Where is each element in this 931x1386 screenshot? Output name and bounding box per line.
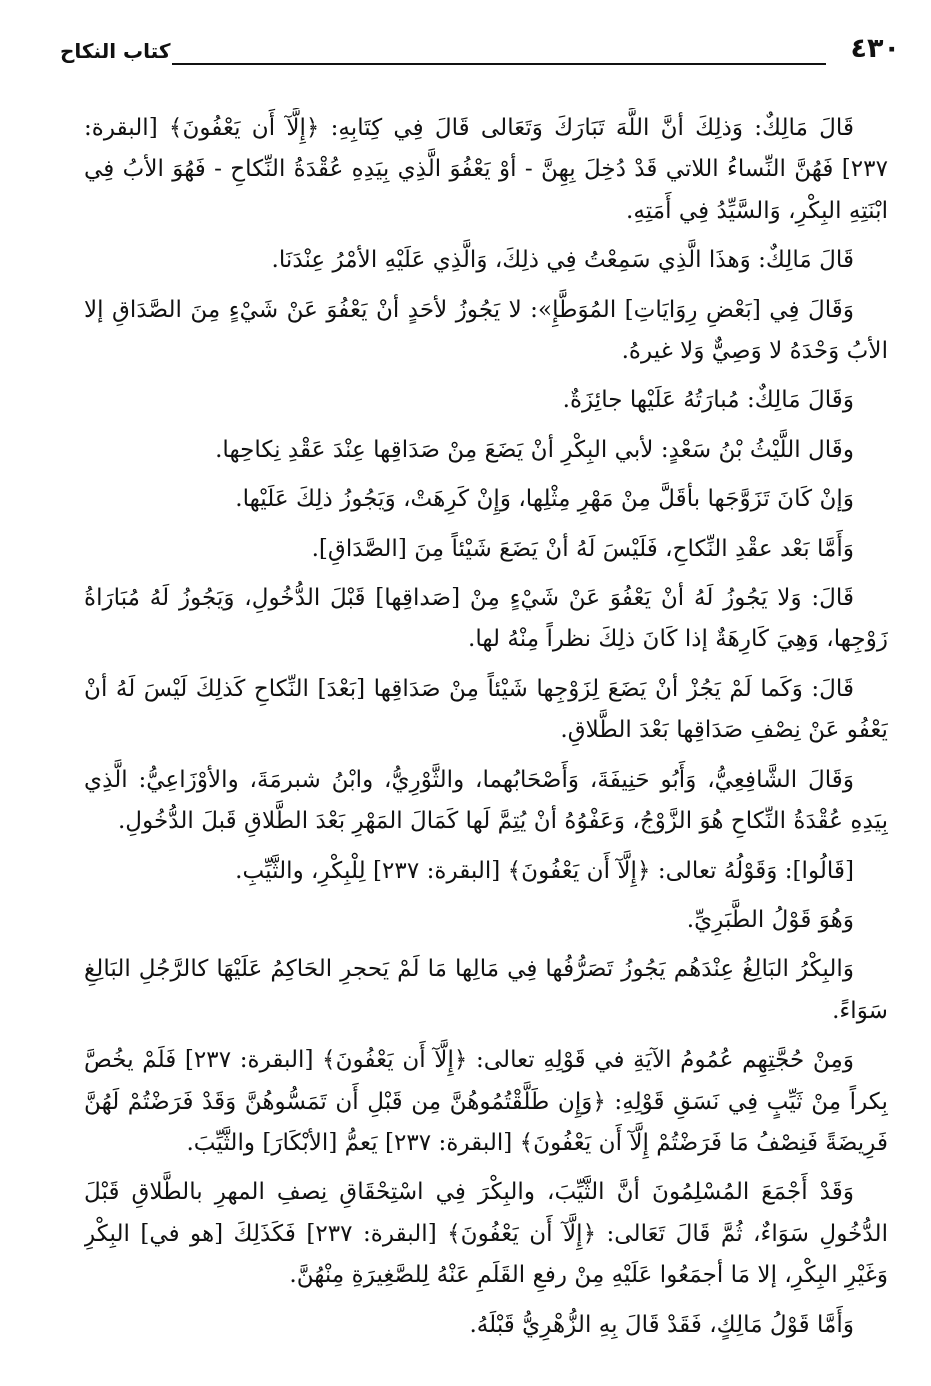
paragraph: وَالبِكْرُ البَالِغُ عِنْدَهُم يَجُوزُ تَصَرُّفُها فِي مَالِها مَا لَمْ يَحجرِ الحَاكِمُ عَلَيْهَا كالرَّجُلِ البَالِغِ سَوَاءً. [84,956,888,1024]
paragraph: قَالَ: وَلا يَجُوزُ لَهُ أنْ يَعْفُوَ عَنْ شَيْءٍ مِنْ [صَداقِها] قَبْلَ الدُّخُولِ، وَيَجُوزُ لَهُ مُبَارَاةُ زَوْجِها، وَهِيَ كَارِهَةٌ إذا كَانَ ذلِكَ نظراً مِنْهُ لها. [84,585,888,653]
header-rule [172,63,826,65]
paragraph: قَالَ: وَكَما لَمْ يَجُزْ أنْ يَضَعَ لِزَوْجِها شَيْئاً مِنْ صَدَاقِها [بَعْدَ] النِّكاحِ كَذلِكَ لَيْسَ لَهُ أنْ يَعْفُو عَنْ نِصْفِ صَدَاقِها بَعْدَ الطَّلاقِ. [84,675,888,744]
paragraph: وقَال اللَّيْثُ بْنُ سَعْدٍ: لأبي البِكْرِ أنْ يَضَعَ مِنْ صَدَاقِها عِنْدَ عَقْدِ نِكاحِها. [215,436,854,463]
paragraph: وَأَمَّا بَعْد عقْدِ النِّكاحِ، فَلَيْسَ لَهُ أنْ يَضَعَ شَيْئاً مِنَ [الصَّدَاقِ]. [311,535,854,562]
paragraph: قَالَ مَالِكٌ: وَذلِكَ أنَّ اللَّهَ تَبَارَكَ وَتَعَالى قَالَ فِي كِتَابِهِ: ﴿إِلَّآ أَن يَعْفُونَ﴾ [البقرة: ٢٣٧] فَهُنَّ النِّساءُ اللاتي قَدْ دُخِلَ بِهِنَّ - أوْ يَعْفُوَ الَّذِي بِيَدِهِ عُقْدَةُ النِّكاحِ - فَهُوَ الأبُ فِي ابْنَتِهِ البِكْرِ، وَالسَّيِّدُ فِي أَمَتِهِ. [84,115,888,224]
paragraph: وَأَمَّا قَوْلُ مَالِكٍ، فَقَدْ قَالَ بِهِ الزُّهْرِيُّ قَبْلَهُ. [469,1311,854,1338]
paragraph: وَقَدْ أَجْمَعَ المُسْلِمُونَ أنَّ الثَّيِّبَ، والبِكْرَ فِي اسْتِحْقَاقِ نِصفِ المهرِ بالطَّلاقِ قَبْلَ الدُّخُولِ سَوَاءٌ، ثُمَّ قَالَ تَعَالى: ﴿إِلَّآ أَن يَعْفُونَ﴾ [البقرة: ٢٣٧] فَكَذَلِكَ [هو في] البِكْرِ وَغَيْرِ البِكْرِ، إلا مَا أجمَعُوا عَلَيْهِ مِنْ رفعِ القَلَمِ عَنْهُ لِلصَّغِيرَةِ مِنْهُنَّ. [84,1179,888,1289]
paragraph: وَقَالَ الشَّافِعِيُّ، وَأَبُو حَنِيفَةَ، وَأَصْحَابُهما، والثَّوْرِيُّ، وابْنُ شبرمَةَ، والأوْزَاعِيُّ: الَّذِي بِيَدِهِ عُقْدَةُ النِّكاحِ هُوَ الزَّوْجُ، وَعَفْوُهُ أنْ يُتِمَّ لَها كَمَالَ المَهْرِ بَعْدَ الطَّلاقِ قَبلَ الدُّخُولِ. [84,766,888,835]
paragraph: وَقَالَ مَالِكٌ: مُبارَتُهُ عَلَيْها جائِزَةٌ. [562,387,854,414]
paragraph: وَهُوَ قَوْلُ الطَّبَرِيِّ. [686,906,854,933]
page-body [84,108,888,1368]
paragraph: وَقَالَ فِي [بَعْضِ رِوَايَاتِ] المُوَطَّإِ»: لا يَجُوزُ لأحَدٍ أنْ يَعْفُوَ عَنْ شَيْءٍ مِنَ الصَّدَاقِ إلا الأبُ وَحْدَهُ لا وَصِيٌّ وَلا غيرهُ. [84,296,888,365]
page-header [60,28,900,74]
paragraph: وَمِنْ حُجَّتِهِم عُمُومُ الآيَةِ في قَوْلِهِ تعالى: ﴿إِلَّآ أَن يَعْفُونَ﴾ [البقرة: ٢٣٧] فَلَمْ يخُصَّ بِكراً مِنْ ثَيِّبٍ فِي نَسَقِ قَوْلِهِ: ﴿وَإِن طَلَّقْتُمُوهُنَّ مِن قَبْلِ أَن تَمَسُّوهُنَّ وَقَدْ فَرَضْتُمْ لَهُنَّ فَرِيضَةً فَنِصْفُ مَا فَرَضْتُمْ إِلَّآ أَن يَعْفُونَ﴾ [البقرة: ٢٣٧] يَعمُّ [الأبْكَارَ] والثَّيِّبَ. [84,1047,888,1156]
page-number: ٤٣٠ [850,33,900,64]
paragraph: قَالَ مَالِكٌ: وَهذَا الَّذِي سَمِعْتُ فِي ذلِكَ، وَالَّذِي عَلَيْهِ الأمْرُ عِنْدَنَا. [271,247,854,274]
running-title: كتاب النكاح [60,39,171,63]
paragraph: [قَالُوا]: وَقَوْلُهُ تعالى: ﴿إِلَّآ أَن يَعْفُونَ﴾ [البقرة: ٢٣٧] لِلْبِكْرِ، والثَّيِّبِ. [235,857,854,884]
paragraph: وَإنْ كَانَ تَزَوَّجَها بأقَلَّ مِنْ مَهْرِ مِثْلِها، وَإِنْ كَرِهَتْ، وَيَجُوزُ ذلِكَ عَلَيْها. [235,486,854,513]
